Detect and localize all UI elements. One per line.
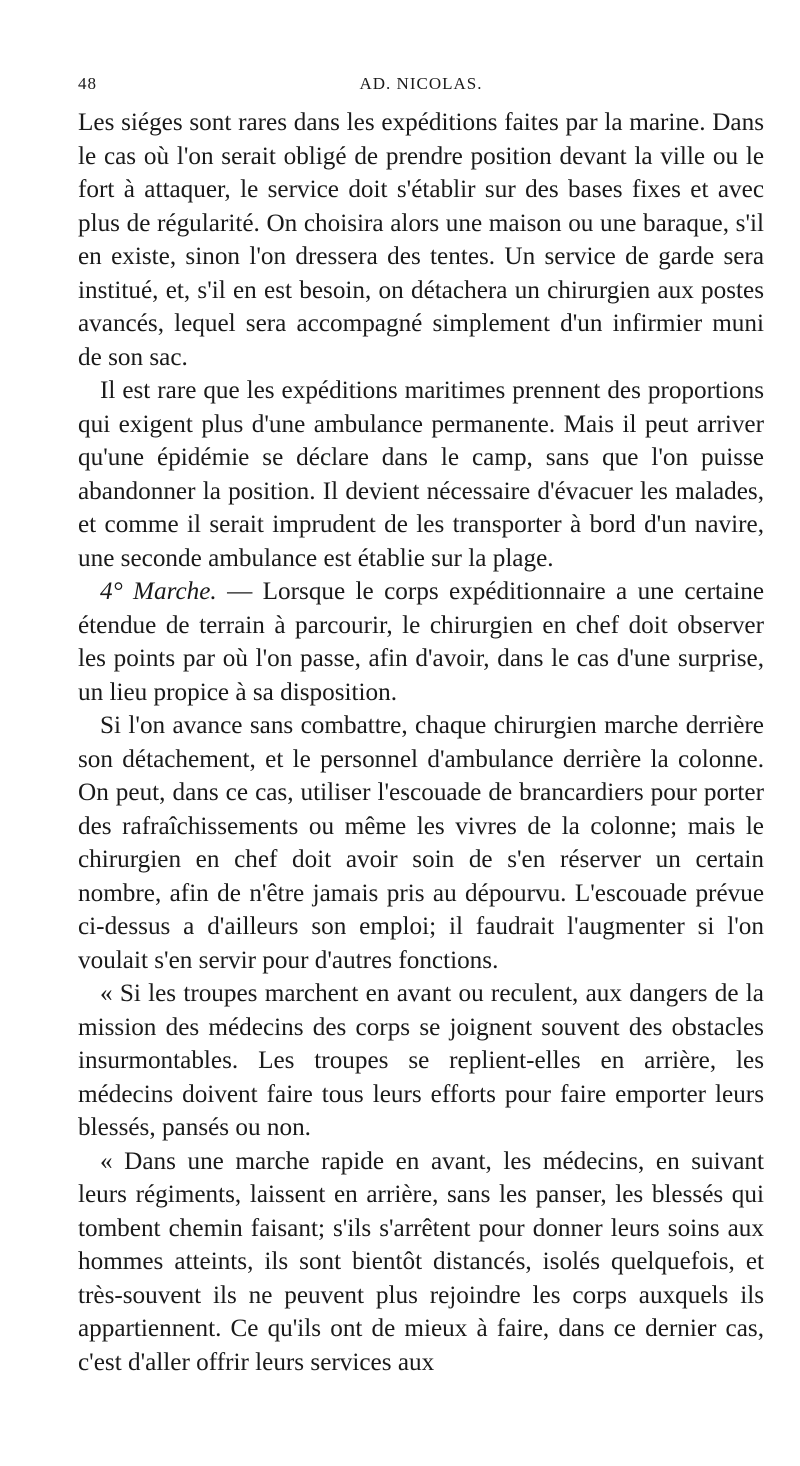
- page-number: 48: [78, 74, 97, 93]
- page-header: [78, 74, 764, 98]
- paragraph-4: Si l'on avance sans combattre, chaque chirurgien marche derrière son détachement, et le personnel d'ambulance derrière la colonne. On peut, dans ce cas, utiliser l'escouade de brancardiers pour porter des rafraîchissements ou même les vivres de la colonne; mais le chirurgien en chef doit avoir soin de s'en réserver un certain nombre, afin de n'être jamais pris au dépourvu. L'escouade prévue ci-dessus a d'ailleurs son emploi; il faudrait l'augmenter si l'on voulait s'en servir pour d'autres fonctions.: [78, 712, 764, 974]
- paragraph-3: [78, 575, 764, 709]
- paragraph-5: « Si les troupes marchent en avant ou reculent, aux dangers de la mission des médecins des corps se joignent souvent des obstacles insurmontables. Les troupes se replient-elles en arrière, les médecins doivent faire tous leurs efforts pour faire emporter leurs blessés, pansés ou non.: [78, 980, 764, 1141]
- paragraph-2: Il est rare que les expéditions maritimes prennent des proportions qui exigent plus d'une ambulance permanente. Mais il peut arriver qu'une épidémie se déclare dans le camp, sans que l'on puisse abandonner la position. Il devient nécessaire d'évacuer les malades, et comme il serait imprudent de les transporter à bord d'un navire, une seconde ambulance est établie sur la plage.: [78, 377, 764, 572]
- running-head: AD. NICOLAS.: [359, 74, 483, 93]
- paragraph-6: « Dans une marche rapide en avant, les médecins, en suivant leurs régiments, laissent en arrière, sans les panser, les blessés qui tombent chemin faisant; s'ils s'arrêtent pour donner leurs soins aux hommes atteints, ils sont bientôt distancés, isolés quelquefois, et très-souvent ils ne peuvent plus rejoindre les corps auxquels ils appartiennent. Ce qu'ils ont de mieux à faire, dans ce dernier cas, c'est d'aller offrir leurs services aux: [78, 1147, 764, 1376]
- paragraph-3-text: — Lorsque le corps expéditionnaire a une certaine étendue de terrain à parcourir, le chirurgien en chef doit observer les points par où l'on passe, afin d'avoir, dans le cas d'une surprise, un lieu propice à sa disposition.: [78, 578, 765, 706]
- section-heading-marche: 4° Marche.: [100, 578, 217, 605]
- paragraph-1: Les siéges sont rares dans les expéditions faites par la marine. Dans le cas où l'on serait obligé de prendre position devant la ville ou le fort à attaquer, le service doit s'établir sur des bases fixes et avec plus de régularité. On choisira alors une maison ou une baraque, s'il en existe, sinon l'on dressera des tentes. Un service de garde sera institué, et, s'il en est besoin, on détachera un chirurgien aux postes avancés, lequel sera accompagné simplement d'un infirmier muni de son sac.: [78, 109, 764, 371]
- body-text: [78, 106, 764, 1379]
